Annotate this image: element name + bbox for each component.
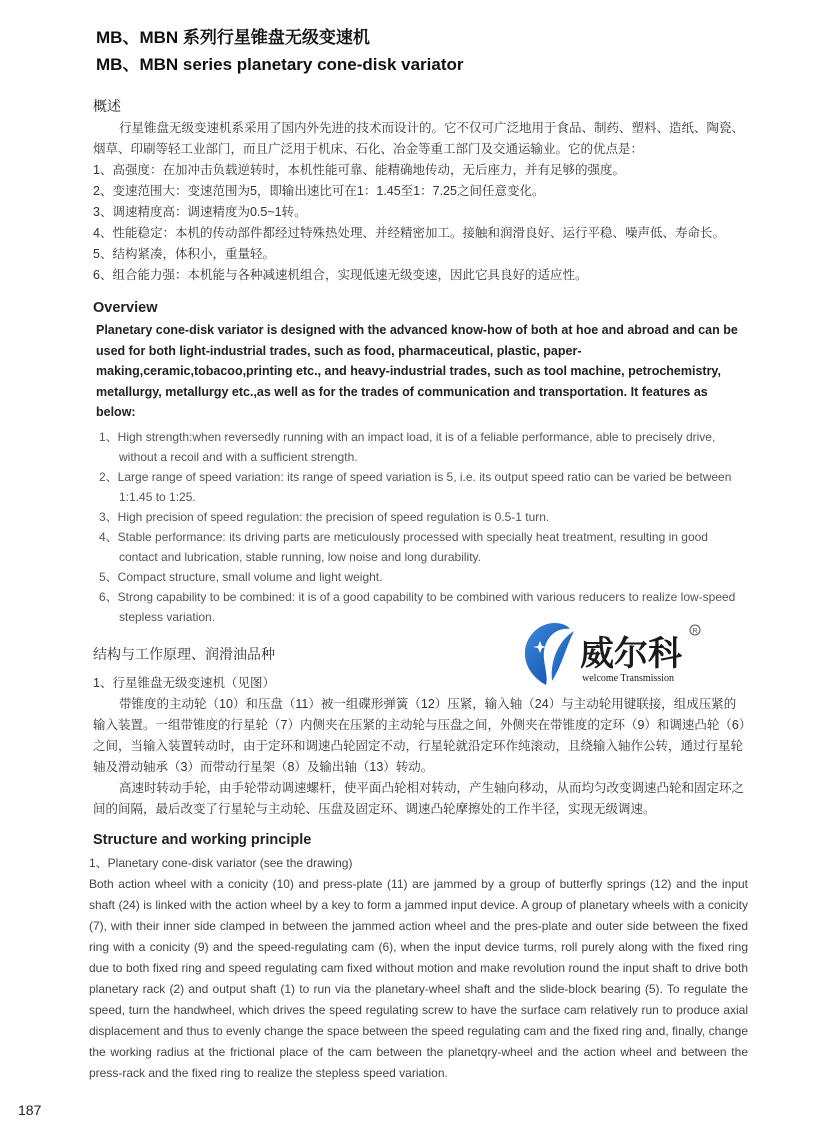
overview-en-intro-text: Planetary cone-disk variator is designed with the advanced know-how of both at hoe and abroad and can be used for both light-industrial trades, such as food, pharmaceutical, plastic, paper-making,ceramic,tobacoo,printing etc., and heavy-industrial trades, such as tool machine, petrochemistry, metallurgy, metallurgy etc.,as well as for the trades of communication and transportation. It features as below: <box>96 323 738 419</box>
page-content <box>89 0 748 1124</box>
overview-en-item: 4、Stable performance: its driving parts are meticulously processed with specially heat treatment, resulting in good contact and lubrication, stable running, low noise and long durability. <box>99 529 708 564</box>
overview-cn-item: 1、高强度：在加冲击负载逆转时，本机性能可靠、能精确地传动，无后座力，并有足够的强度。 <box>93 163 625 177</box>
structure-cn-paragraph: 高速时转动手轮，由手轮带动调速螺杆，使平面凸轮相对转动，产生轴向移动，从而均匀改变调速凸轮和固定环之间的间隔，最后改变了行星轮与主动轮、压盘及固定环、调速凸轮摩擦处的工作半径，实现无级调速。 <box>93 780 745 816</box>
overview-cn-item: 6、组合能力强：本机能与各种减速机组合，实现低速无级变速，因此它具良好的适应性。 <box>93 268 588 282</box>
overview-cn-item: 4、性能稳定：本机的传动部件都经过特殊热处理、并经精密加工。接触和润滑良好、运行平稳、噪声低、寿命长。 <box>93 226 725 240</box>
page-number: 187 <box>18 1102 42 1118</box>
structure-cn-body <box>93 673 748 820</box>
structure-cn-subheading: 1、行星锥盘无级变速机（见图） <box>93 675 275 690</box>
overview-en-heading: Overview <box>93 300 158 316</box>
title-cn: MB、MBN 系列行星锥盘无级变速机 <box>96 28 370 47</box>
overview-en-item: 2、Large range of speed variation: its range of speed variation is 5, i.e. its output speed ratio can be varied be between 1:1.45 to 1:25. <box>99 469 732 504</box>
overview-cn-item: 2、变速范围大：变速范围为5，即输出速比可在1：1.45至1：7.25之间任意变化。 <box>93 184 545 198</box>
svg-text:R: R <box>692 627 698 635</box>
svg-text:威尔科: 威尔科 <box>580 633 682 674</box>
overview-cn-body <box>93 118 748 286</box>
overview-en-items <box>93 427 748 627</box>
structure-en-body <box>89 853 748 1084</box>
overview-en-item: 3、High precision of speed regulation: the precision of speed regulation is 0.5-1 turn. <box>99 509 550 524</box>
overview-cn-heading: 概述 <box>93 98 121 114</box>
overview-en-item: 6、Strong capability to be combined: it is of a good capability to be combined with various reducers to realize low-speed stepless variation. <box>99 589 736 624</box>
structure-cn-paragraph: 带锥度的主动轮（10）和压盘（11）被一组碟形弹簧（12）压紧，输入轴（24）与主动轮用键联接，组成压紧的输入装置。一组带锥度的行星轮（7）内侧夹在压紧的主动轮与压盘之间，外侧夹在带锥度的定环（9）和调速凸轮（6）之间，当输入装置转动时，由于定环和调速凸轮固定不动，行星轮就沿定环作纯滚动，且绕输入轴作公转，通过行星轮轴及滑动轴承（3）而带动行星架（8）及输出轴（13）转动。 <box>93 696 746 774</box>
overview-en-item: 5、Compact structure, small volume and light weight. <box>99 569 383 584</box>
logo-swoosh-icon <box>518 621 708 687</box>
title-en: MB、MBN series planetary cone-disk variator <box>96 55 464 74</box>
overview-en-item: 1、High strength:when reversedly running with an impact load, it is of a feliable performance, able to precisely drive, without a recoil and with a sufficient strength. <box>99 429 716 464</box>
svg-text:welcome Transmission: welcome Transmission <box>582 672 674 684</box>
structure-en-heading: Structure and working principle <box>93 831 312 848</box>
overview-cn-intro: 行星锥盘无级变速机系采用了国内外先进的技术而设计的。它不仅可广泛地用于食品、制药、塑料、造纸、陶瓷、烟草、印刷等轻工业部门，而且广泛用于机床、石化、冶金等重工部门及交通运输业。它的优点是： <box>93 121 745 156</box>
structure-en-subheading: 1、Planetary cone-disk variator (see the drawing) <box>89 855 353 870</box>
overview-cn-item: 3、调速精度高：调速精度为0.5~1转。 <box>93 205 307 219</box>
structure-cn-heading: 结构与工作原理、润滑油品种 <box>93 645 275 662</box>
structure-en-paragraph: Both action wheel with a conicity (10) and press-plate (11) are jammed by a group of butterfly springs (12) and the input shaft (24) is linked with the action wheel by a key to form a jammed input device. A group of planetary wheels with a conicity (7), with their inner side clamped in between the jammed action wheel and the pres-plate and outer side between the fixed ring with a conicity (9) and the speed-regulating cam (6), when the input device turms, roll purely along with the fixed ring due to both fixed ring and speed regulating cam fixed without motion and make revolution round the input shaft to drive both planetary rack (2) and output shaft (1) to run via the planetary-wheel shaft and the slide-block bearing (5). To regulate the speed, turn the handwheel, which drives the speed regulating screw to have the surface cam relatively run to produce axial displacement and thus to evenly change the space between the speed regulating cam and the fixed ring and, finally, change the working radius at the frictional place of the cam between the planetqry-wheel and the action wheel and between the press-rack and the fixed ring to realize the stepless speed variation. <box>89 876 748 1080</box>
overview-cn-item: 5、结构紧凑，体积小，重量轻。 <box>93 247 275 261</box>
overview-en-intro <box>96 320 748 423</box>
watermark-logo <box>518 621 708 687</box>
